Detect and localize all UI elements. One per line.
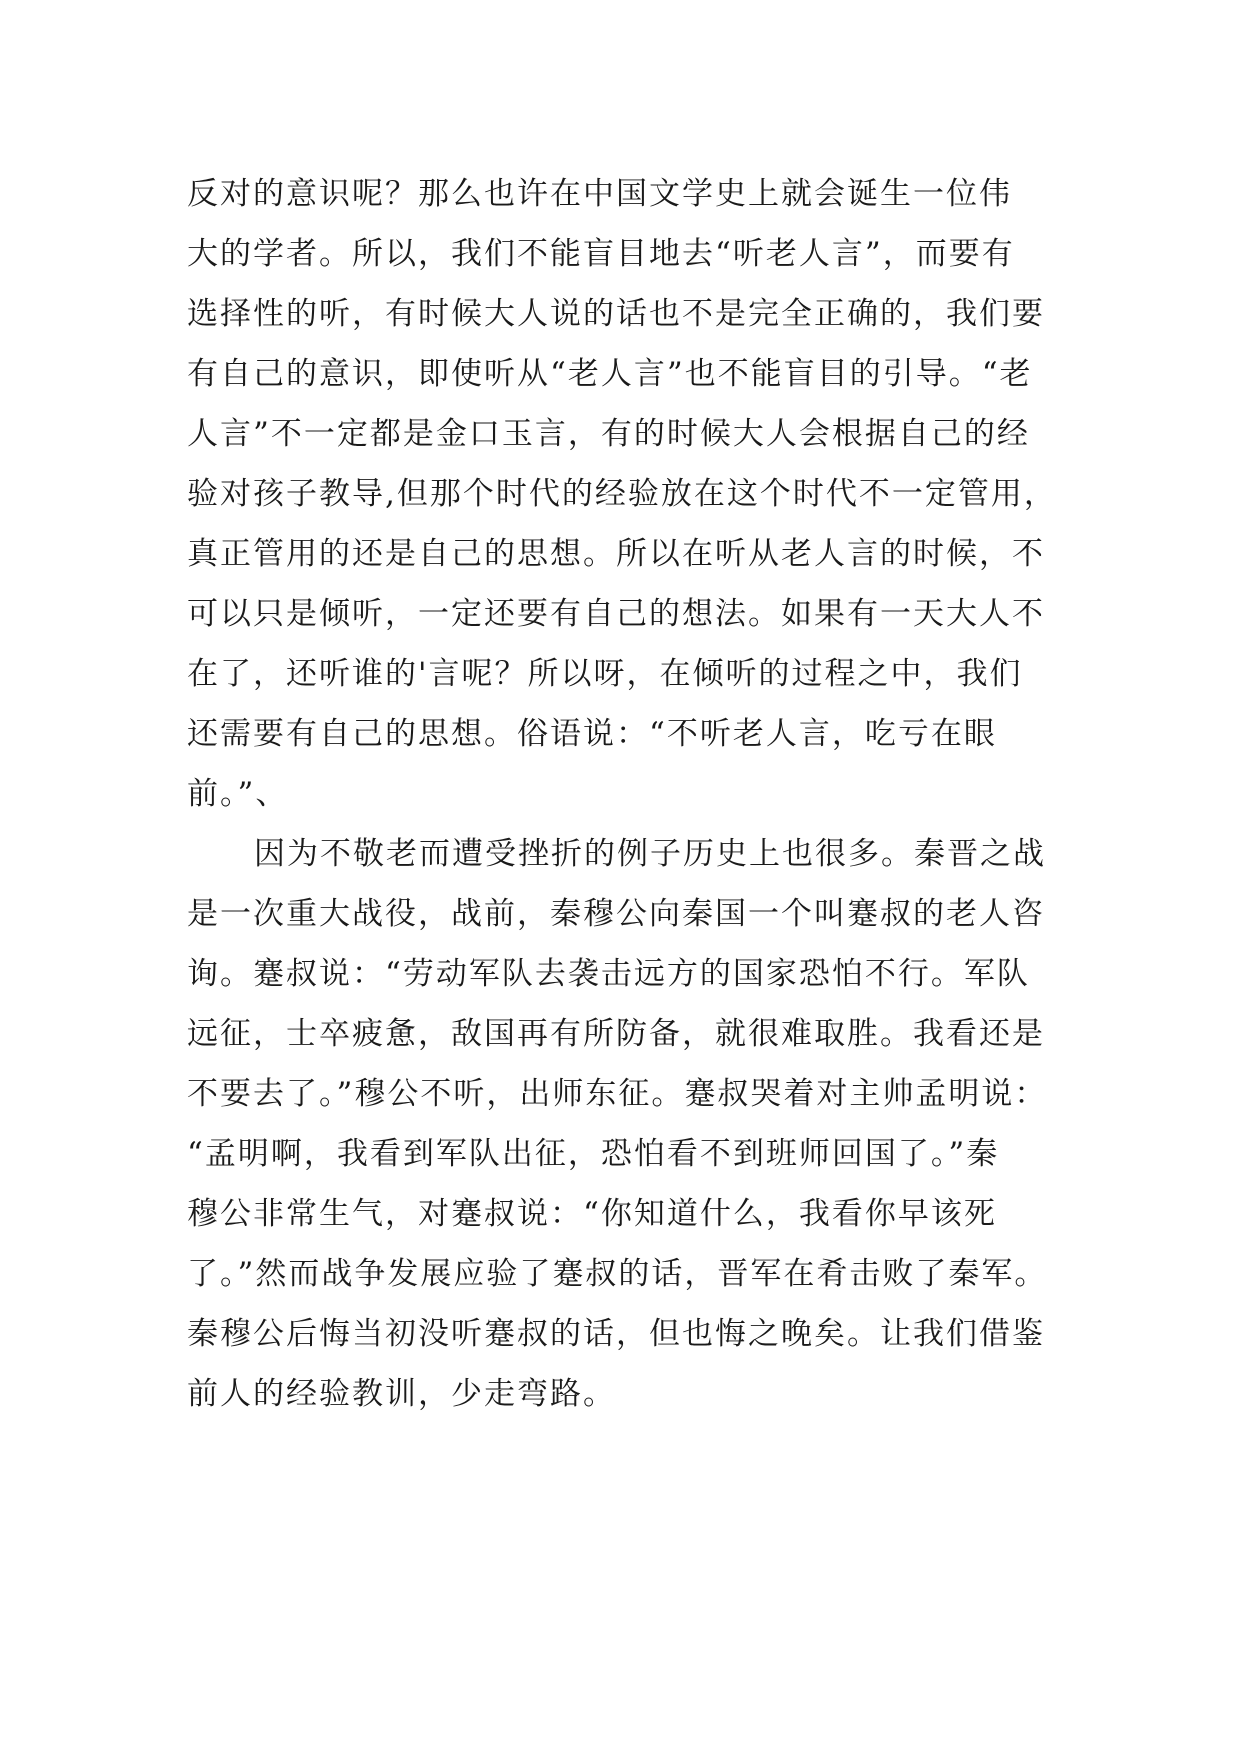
document-body [187, 164, 1087, 1424]
text-line: 远征，士卒疲惫，敌国再有所防备，就很难取胜。我看还是 [187, 1016, 1045, 1052]
text-line: “孟明啊，我看到军队出征，恐怕看不到班师回国了。”秦 [187, 1136, 1000, 1172]
text-line: 前。”、 [187, 776, 289, 812]
text-line: 有自己的意识，即使听从“老人言”也不能盲目的引导。“老 [187, 356, 1033, 392]
text-line: 不要去了。”穆公不听，出师东征。蹇叔哭着对主帅孟明说： [187, 1076, 1048, 1112]
text-line: 大的学者。所以，我们不能盲目地去“听老人言”，而要有 [187, 236, 1015, 272]
text-line: 了。”然而战争发展应验了蹇叔的话，晋军在肴击败了秦军。 [187, 1256, 1048, 1292]
paragraph-2 [187, 824, 1087, 1424]
text-line: 真正管用的还是自己的思想。所以在听从老人言的时候，不 [187, 536, 1045, 572]
text-line: 验对孩子教导,但那个时代的经验放在这个时代不一定管用， [187, 476, 1057, 512]
text-line: 是一次重大战役，战前，秦穆公向秦国一个叫蹇叔的老人咨 [187, 896, 1045, 932]
text-line: 在了，还听谁的'言呢？所以呀，在倾听的过程之中，我们 [187, 656, 1023, 692]
text-line: 还需要有自己的思想。俗语说：“不听老人言，吃亏在眼 [187, 716, 997, 752]
text-line: 选择性的听，有时候大人说的话也不是完全正确的，我们要 [187, 296, 1045, 332]
paragraph-1 [187, 164, 1087, 824]
text-line: 因为不敬老而遭受挫折的例子历史上也很多。秦晋之战 [254, 836, 1046, 872]
text-line: 秦穆公后悔当初没听蹇叔的话，但也悔之晚矣。让我们借鉴 [187, 1316, 1045, 1352]
text-line: 询。蹇叔说：“劳动军队去袭击远方的国家恐怕不行。军队 [187, 956, 1030, 992]
text-line: 反对的意识呢？那么也许在中国文学史上就会诞生一位伟 [187, 176, 1012, 212]
text-line: 穆公非常生气，对蹇叔说：“你知道什么，我看你早该死 [187, 1196, 997, 1232]
text-line: 前人的经验教训，少走弯路。 [187, 1376, 616, 1412]
text-line: 人言”不一定都是金口玉言，有的时候大人会根据自己的经 [187, 416, 1030, 452]
text-line: 可以只是倾听，一定还要有自己的想法。如果有一天大人不 [187, 596, 1045, 632]
